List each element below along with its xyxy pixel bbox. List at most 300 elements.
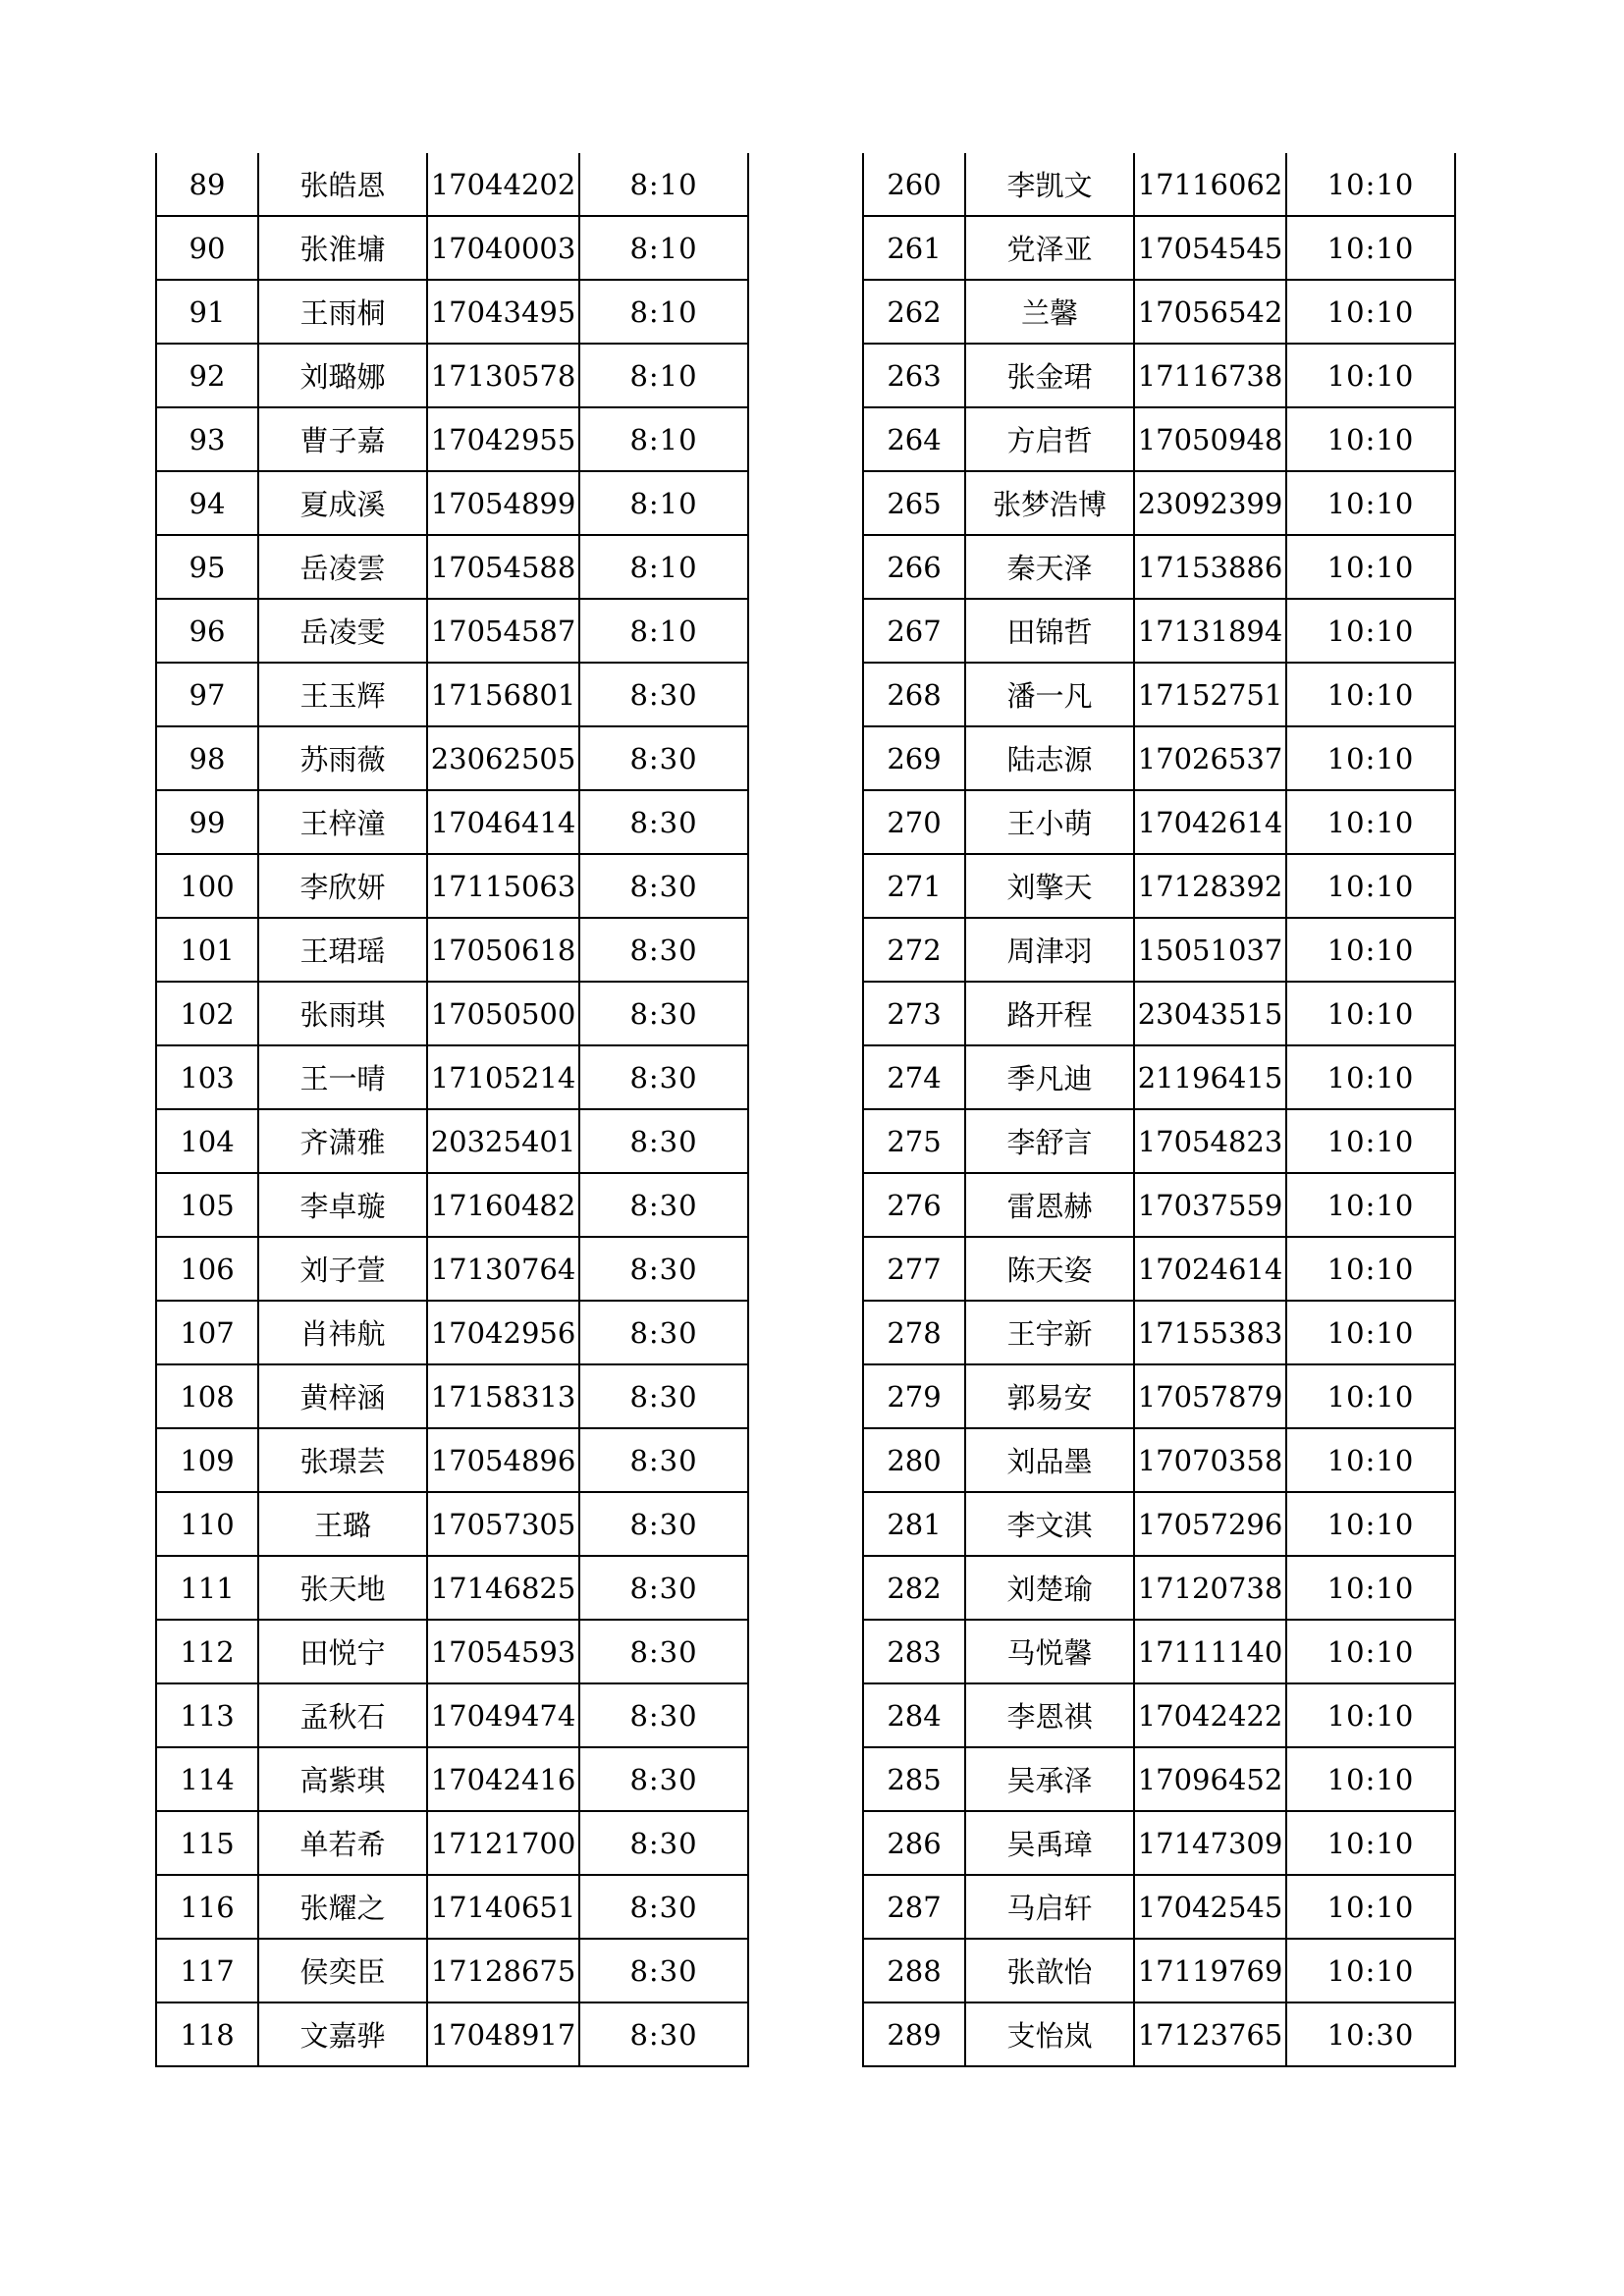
student-name-cell: 李恩祺 <box>965 1683 1134 1747</box>
seq-number-cell: 269 <box>863 726 965 790</box>
time-slot-cell: 10:30 <box>1286 2002 1455 2066</box>
time-slot-cell: 10:10 <box>1286 1875 1455 1939</box>
student-name-cell: 张耀之 <box>258 1875 427 1939</box>
seq-number-cell: 264 <box>863 407 965 471</box>
seq-number-cell: 261 <box>863 216 965 280</box>
time-slot-cell: 8:30 <box>579 854 748 918</box>
student-id-cell: 17115063 <box>427 854 579 918</box>
student-id-cell: 17054823 <box>1134 1109 1286 1173</box>
student-id-cell: 17050500 <box>427 982 579 1045</box>
table-row <box>863 1045 1455 1109</box>
student-name-cell: 王宇新 <box>965 1301 1134 1364</box>
seq-number-cell: 265 <box>863 471 965 535</box>
time-slot-cell: 10:10 <box>1286 1811 1455 1875</box>
table-row <box>863 153 1455 216</box>
student-id-cell: 17156801 <box>427 663 579 726</box>
student-name-cell: 岳凌雲 <box>258 535 427 599</box>
student-id-cell: 17130764 <box>427 1237 579 1301</box>
student-name-cell: 张淮墉 <box>258 216 427 280</box>
seq-number-cell: 273 <box>863 982 965 1045</box>
student-id-cell: 17043495 <box>427 280 579 344</box>
student-name-cell: 吴承泽 <box>965 1747 1134 1811</box>
student-name-cell: 侯奕臣 <box>258 1939 427 2002</box>
seq-number-cell: 260 <box>863 153 965 216</box>
table-row <box>863 1173 1455 1237</box>
time-slot-cell: 10:10 <box>1286 790 1455 854</box>
time-slot-cell: 8:30 <box>579 790 748 854</box>
time-slot-cell: 10:10 <box>1286 407 1455 471</box>
student-name-cell: 李舒言 <box>965 1109 1134 1173</box>
time-slot-cell: 8:30 <box>579 1683 748 1747</box>
seq-number-cell: 285 <box>863 1747 965 1811</box>
student-name-cell: 张雨琪 <box>258 982 427 1045</box>
time-slot-cell: 10:10 <box>1286 599 1455 663</box>
seq-number-cell: 100 <box>156 854 258 918</box>
seq-number-cell: 267 <box>863 599 965 663</box>
table-row <box>156 1939 748 2002</box>
time-slot-cell: 8:10 <box>579 344 748 407</box>
time-slot-cell: 10:10 <box>1286 1237 1455 1301</box>
student-name-cell: 王小萌 <box>965 790 1134 854</box>
right-table-body <box>863 153 1455 2066</box>
seq-number-cell: 287 <box>863 1875 965 1939</box>
student-name-cell: 曹子嘉 <box>258 407 427 471</box>
student-name-cell: 张天地 <box>258 1556 427 1620</box>
table-row <box>156 216 748 280</box>
table-row <box>863 1364 1455 1428</box>
time-slot-cell: 8:30 <box>579 1364 748 1428</box>
student-name-cell: 陆志源 <box>965 726 1134 790</box>
table-row <box>156 1620 748 1683</box>
seq-number-cell: 262 <box>863 280 965 344</box>
student-name-cell: 苏雨薇 <box>258 726 427 790</box>
table-row <box>863 726 1455 790</box>
table-row <box>863 790 1455 854</box>
student-name-cell: 黄梓涵 <box>258 1364 427 1428</box>
table-row <box>863 1875 1455 1939</box>
table-row <box>156 344 748 407</box>
time-slot-cell: 8:10 <box>579 535 748 599</box>
student-name-cell: 周津羽 <box>965 918 1134 982</box>
student-id-cell: 17116062 <box>1134 153 1286 216</box>
student-name-cell: 刘擎天 <box>965 854 1134 918</box>
table-row <box>156 2002 748 2066</box>
time-slot-cell: 8:30 <box>579 1109 748 1173</box>
table-row <box>863 854 1455 918</box>
student-name-cell: 刘璐娜 <box>258 344 427 407</box>
table-row <box>863 407 1455 471</box>
seq-number-cell: 113 <box>156 1683 258 1747</box>
student-name-cell: 张金珺 <box>965 344 1134 407</box>
student-name-cell: 马启轩 <box>965 1875 1134 1939</box>
time-slot-cell: 8:30 <box>579 1428 748 1492</box>
table-row <box>863 1620 1455 1683</box>
seq-number-cell: 108 <box>156 1364 258 1428</box>
student-name-cell: 文嘉骅 <box>258 2002 427 2066</box>
time-slot-cell: 8:10 <box>579 216 748 280</box>
table-row <box>156 1237 748 1301</box>
seq-number-cell: 289 <box>863 2002 965 2066</box>
student-name-cell: 郭易安 <box>965 1364 1134 1428</box>
student-id-cell: 17119769 <box>1134 1939 1286 2002</box>
student-id-cell: 17042955 <box>427 407 579 471</box>
student-id-cell: 17048917 <box>427 2002 579 2066</box>
table-row <box>156 918 748 982</box>
seq-number-cell: 115 <box>156 1811 258 1875</box>
time-slot-cell: 10:10 <box>1286 1492 1455 1556</box>
time-slot-cell: 10:10 <box>1286 471 1455 535</box>
student-id-cell: 17042614 <box>1134 790 1286 854</box>
table-row <box>156 1747 748 1811</box>
seq-number-cell: 110 <box>156 1492 258 1556</box>
student-id-cell: 17130578 <box>427 344 579 407</box>
time-slot-cell: 10:10 <box>1286 1045 1455 1109</box>
student-name-cell: 李卓璇 <box>258 1173 427 1237</box>
student-name-cell: 单若希 <box>258 1811 427 1875</box>
student-id-cell: 15051037 <box>1134 918 1286 982</box>
seq-number-cell: 280 <box>863 1428 965 1492</box>
student-id-cell: 17042956 <box>427 1301 579 1364</box>
table-row <box>863 663 1455 726</box>
table-row <box>156 1045 748 1109</box>
time-slot-cell: 8:30 <box>579 1811 748 1875</box>
seq-number-cell: 98 <box>156 726 258 790</box>
seq-number-cell: 90 <box>156 216 258 280</box>
seq-number-cell: 286 <box>863 1811 965 1875</box>
student-name-cell: 刘楚瑜 <box>965 1556 1134 1620</box>
student-id-cell: 17054587 <box>427 599 579 663</box>
table-row <box>156 1811 748 1875</box>
student-id-cell: 17153886 <box>1134 535 1286 599</box>
student-name-cell: 李凯文 <box>965 153 1134 216</box>
student-id-cell: 17105214 <box>427 1045 579 1109</box>
student-id-cell: 23043515 <box>1134 982 1286 1045</box>
student-name-cell: 路开程 <box>965 982 1134 1045</box>
time-slot-cell: 10:10 <box>1286 344 1455 407</box>
table-row <box>156 790 748 854</box>
seq-number-cell: 104 <box>156 1109 258 1173</box>
time-slot-cell: 8:30 <box>579 982 748 1045</box>
table-row <box>863 1811 1455 1875</box>
student-id-cell: 17040003 <box>427 216 579 280</box>
left-table-body <box>156 153 748 2066</box>
table-row <box>863 918 1455 982</box>
student-name-cell: 张皓恩 <box>258 153 427 216</box>
time-slot-cell: 10:10 <box>1286 1939 1455 2002</box>
table-row <box>863 1237 1455 1301</box>
student-id-cell: 17128675 <box>427 1939 579 2002</box>
time-slot-cell: 10:10 <box>1286 535 1455 599</box>
table-row <box>863 216 1455 280</box>
seq-number-cell: 111 <box>156 1556 258 1620</box>
time-slot-cell: 10:10 <box>1286 1747 1455 1811</box>
table-row <box>863 1939 1455 2002</box>
seq-number-cell: 281 <box>863 1492 965 1556</box>
time-slot-cell: 8:30 <box>579 1556 748 1620</box>
time-slot-cell: 10:10 <box>1286 1428 1455 1492</box>
table-row <box>863 1683 1455 1747</box>
student-name-cell: 王璐 <box>258 1492 427 1556</box>
time-slot-cell: 8:30 <box>579 2002 748 2066</box>
time-slot-cell: 10:10 <box>1286 1683 1455 1747</box>
student-id-cell: 17128392 <box>1134 854 1286 918</box>
student-name-cell: 支怡岚 <box>965 2002 1134 2066</box>
time-slot-cell: 8:10 <box>579 407 748 471</box>
student-id-cell: 17042545 <box>1134 1875 1286 1939</box>
student-id-cell: 23062505 <box>427 726 579 790</box>
table-row <box>863 1492 1455 1556</box>
table-row <box>156 1492 748 1556</box>
seq-number-cell: 268 <box>863 663 965 726</box>
seq-number-cell: 103 <box>156 1045 258 1109</box>
seq-number-cell: 270 <box>863 790 965 854</box>
student-id-cell: 17054588 <box>427 535 579 599</box>
table-row <box>156 1556 748 1620</box>
student-name-cell: 王梓潼 <box>258 790 427 854</box>
student-name-cell: 兰馨 <box>965 280 1134 344</box>
student-name-cell: 高紫琪 <box>258 1747 427 1811</box>
student-name-cell: 吴禹璋 <box>965 1811 1134 1875</box>
student-name-cell: 雷恩赫 <box>965 1173 1134 1237</box>
student-id-cell: 17054593 <box>427 1620 579 1683</box>
student-name-cell: 王雨桐 <box>258 280 427 344</box>
table-row <box>156 1173 748 1237</box>
time-slot-cell: 8:30 <box>579 1939 748 2002</box>
time-slot-cell: 8:10 <box>579 153 748 216</box>
student-id-cell: 17046414 <box>427 790 579 854</box>
table-row <box>156 726 748 790</box>
student-id-cell: 17049474 <box>427 1683 579 1747</box>
time-slot-cell: 8:10 <box>579 599 748 663</box>
student-id-cell: 17147309 <box>1134 1811 1286 1875</box>
student-name-cell: 潘一凡 <box>965 663 1134 726</box>
seq-number-cell: 266 <box>863 535 965 599</box>
student-name-cell: 王玉辉 <box>258 663 427 726</box>
student-id-cell: 17146825 <box>427 1556 579 1620</box>
student-id-cell: 17123765 <box>1134 2002 1286 2066</box>
table-row <box>863 1301 1455 1364</box>
table-row <box>156 1875 748 1939</box>
student-id-cell: 17160482 <box>427 1173 579 1237</box>
student-id-cell: 17158313 <box>427 1364 579 1428</box>
time-slot-cell: 10:10 <box>1286 726 1455 790</box>
student-name-cell: 齐潇雅 <box>258 1109 427 1173</box>
table-row <box>863 2002 1455 2066</box>
time-slot-cell: 8:30 <box>579 1173 748 1237</box>
seq-number-cell: 107 <box>156 1301 258 1364</box>
seq-number-cell: 101 <box>156 918 258 982</box>
student-id-cell: 17057296 <box>1134 1492 1286 1556</box>
time-slot-cell: 10:10 <box>1286 1109 1455 1173</box>
student-id-cell: 17042416 <box>427 1747 579 1811</box>
seq-number-cell: 275 <box>863 1109 965 1173</box>
student-id-cell: 17116738 <box>1134 344 1286 407</box>
table-row <box>863 982 1455 1045</box>
student-id-cell: 23092399 <box>1134 471 1286 535</box>
student-name-cell: 刘子萱 <box>258 1237 427 1301</box>
student-id-cell: 17044202 <box>427 153 579 216</box>
student-name-cell: 李文淇 <box>965 1492 1134 1556</box>
table-row <box>863 535 1455 599</box>
student-id-cell: 17050948 <box>1134 407 1286 471</box>
seq-number-cell: 92 <box>156 344 258 407</box>
student-name-cell: 方启哲 <box>965 407 1134 471</box>
student-name-cell: 夏成溪 <box>258 471 427 535</box>
table-row <box>156 1428 748 1492</box>
time-slot-cell: 10:10 <box>1286 153 1455 216</box>
student-id-cell: 17026537 <box>1134 726 1286 790</box>
student-id-cell: 17050618 <box>427 918 579 982</box>
table-row <box>156 599 748 663</box>
time-slot-cell: 8:30 <box>579 663 748 726</box>
student-id-cell: 17042422 <box>1134 1683 1286 1747</box>
student-name-cell: 刘品墨 <box>965 1428 1134 1492</box>
table-row <box>156 471 748 535</box>
seq-number-cell: 95 <box>156 535 258 599</box>
student-id-cell: 17111140 <box>1134 1620 1286 1683</box>
time-slot-cell: 10:10 <box>1286 1364 1455 1428</box>
table-row <box>156 854 748 918</box>
student-id-cell: 17057879 <box>1134 1364 1286 1428</box>
time-slot-cell: 10:10 <box>1286 1173 1455 1237</box>
seq-number-cell: 277 <box>863 1237 965 1301</box>
time-slot-cell: 8:30 <box>579 1747 748 1811</box>
seq-number-cell: 283 <box>863 1620 965 1683</box>
student-name-cell: 岳凌雯 <box>258 599 427 663</box>
seq-number-cell: 91 <box>156 280 258 344</box>
seq-number-cell: 118 <box>156 2002 258 2066</box>
student-id-cell: 17155383 <box>1134 1301 1286 1364</box>
student-id-cell: 17140651 <box>427 1875 579 1939</box>
time-slot-cell: 10:10 <box>1286 1301 1455 1364</box>
student-name-cell: 陈天姿 <box>965 1237 1134 1301</box>
time-slot-cell: 8:10 <box>579 280 748 344</box>
time-slot-cell: 8:30 <box>579 1237 748 1301</box>
student-name-cell: 秦天泽 <box>965 535 1134 599</box>
time-slot-cell: 8:30 <box>579 1620 748 1683</box>
time-slot-cell: 10:10 <box>1286 663 1455 726</box>
student-name-cell: 王一晴 <box>258 1045 427 1109</box>
table-row <box>156 663 748 726</box>
student-id-cell: 17121700 <box>427 1811 579 1875</box>
student-id-cell: 17096452 <box>1134 1747 1286 1811</box>
seq-number-cell: 117 <box>156 1939 258 2002</box>
seq-number-cell: 96 <box>156 599 258 663</box>
right-schedule-table <box>862 153 1456 2067</box>
table-row <box>156 1301 748 1364</box>
student-name-cell: 肖祎航 <box>258 1301 427 1364</box>
time-slot-cell: 8:10 <box>579 471 748 535</box>
student-name-cell: 孟秋石 <box>258 1683 427 1747</box>
student-name-cell: 李欣妍 <box>258 854 427 918</box>
student-id-cell: 20325401 <box>427 1109 579 1173</box>
table-row <box>863 280 1455 344</box>
table-row <box>863 1556 1455 1620</box>
time-slot-cell: 10:10 <box>1286 280 1455 344</box>
table-row <box>863 599 1455 663</box>
student-name-cell: 马悦馨 <box>965 1620 1134 1683</box>
student-id-cell: 17054896 <box>427 1428 579 1492</box>
time-slot-cell: 10:10 <box>1286 982 1455 1045</box>
seq-number-cell: 94 <box>156 471 258 535</box>
time-slot-cell: 10:10 <box>1286 918 1455 982</box>
student-id-cell: 17131894 <box>1134 599 1286 663</box>
student-id-cell: 17120738 <box>1134 1556 1286 1620</box>
student-name-cell: 党泽亚 <box>965 216 1134 280</box>
table-row <box>863 1747 1455 1811</box>
seq-number-cell: 106 <box>156 1237 258 1301</box>
time-slot-cell: 8:30 <box>579 1492 748 1556</box>
time-slot-cell: 8:30 <box>579 1045 748 1109</box>
time-slot-cell: 10:10 <box>1286 1620 1455 1683</box>
time-slot-cell: 8:30 <box>579 1301 748 1364</box>
seq-number-cell: 282 <box>863 1556 965 1620</box>
student-name-cell: 张歆怡 <box>965 1939 1134 2002</box>
seq-number-cell: 279 <box>863 1364 965 1428</box>
seq-number-cell: 116 <box>156 1875 258 1939</box>
seq-number-cell: 89 <box>156 153 258 216</box>
seq-number-cell: 263 <box>863 344 965 407</box>
seq-number-cell: 271 <box>863 854 965 918</box>
seq-number-cell: 105 <box>156 1173 258 1237</box>
student-name-cell: 张璟芸 <box>258 1428 427 1492</box>
seq-number-cell: 99 <box>156 790 258 854</box>
table-row <box>156 407 748 471</box>
seq-number-cell: 288 <box>863 1939 965 2002</box>
seq-number-cell: 97 <box>156 663 258 726</box>
seq-number-cell: 274 <box>863 1045 965 1109</box>
table-row <box>156 1683 748 1747</box>
student-id-cell: 21196415 <box>1134 1045 1286 1109</box>
student-name-cell: 张梦浩博 <box>965 471 1134 535</box>
table-row <box>863 344 1455 407</box>
student-name-cell: 王珺瑶 <box>258 918 427 982</box>
seq-number-cell: 102 <box>156 982 258 1045</box>
table-row <box>156 535 748 599</box>
seq-number-cell: 112 <box>156 1620 258 1683</box>
table-row <box>863 1428 1455 1492</box>
student-name-cell: 田悦宁 <box>258 1620 427 1683</box>
table-row <box>863 1109 1455 1173</box>
time-slot-cell: 8:30 <box>579 918 748 982</box>
table-row <box>863 471 1455 535</box>
student-id-cell: 17057305 <box>427 1492 579 1556</box>
table-row <box>156 1109 748 1173</box>
time-slot-cell: 8:30 <box>579 1875 748 1939</box>
student-id-cell: 17054545 <box>1134 216 1286 280</box>
seq-number-cell: 109 <box>156 1428 258 1492</box>
student-id-cell: 17056542 <box>1134 280 1286 344</box>
time-slot-cell: 10:10 <box>1286 854 1455 918</box>
student-name-cell: 田锦哲 <box>965 599 1134 663</box>
time-slot-cell: 10:10 <box>1286 216 1455 280</box>
seq-number-cell: 114 <box>156 1747 258 1811</box>
table-row <box>156 982 748 1045</box>
seq-number-cell: 284 <box>863 1683 965 1747</box>
seq-number-cell: 276 <box>863 1173 965 1237</box>
table-row <box>156 280 748 344</box>
seq-number-cell: 278 <box>863 1301 965 1364</box>
left-schedule-table <box>155 153 749 2067</box>
seq-number-cell: 93 <box>156 407 258 471</box>
student-name-cell: 季凡迪 <box>965 1045 1134 1109</box>
table-row <box>156 1364 748 1428</box>
student-id-cell: 17037559 <box>1134 1173 1286 1237</box>
student-id-cell: 17024614 <box>1134 1237 1286 1301</box>
time-slot-cell: 10:10 <box>1286 1556 1455 1620</box>
student-id-cell: 17152751 <box>1134 663 1286 726</box>
student-id-cell: 17054899 <box>427 471 579 535</box>
